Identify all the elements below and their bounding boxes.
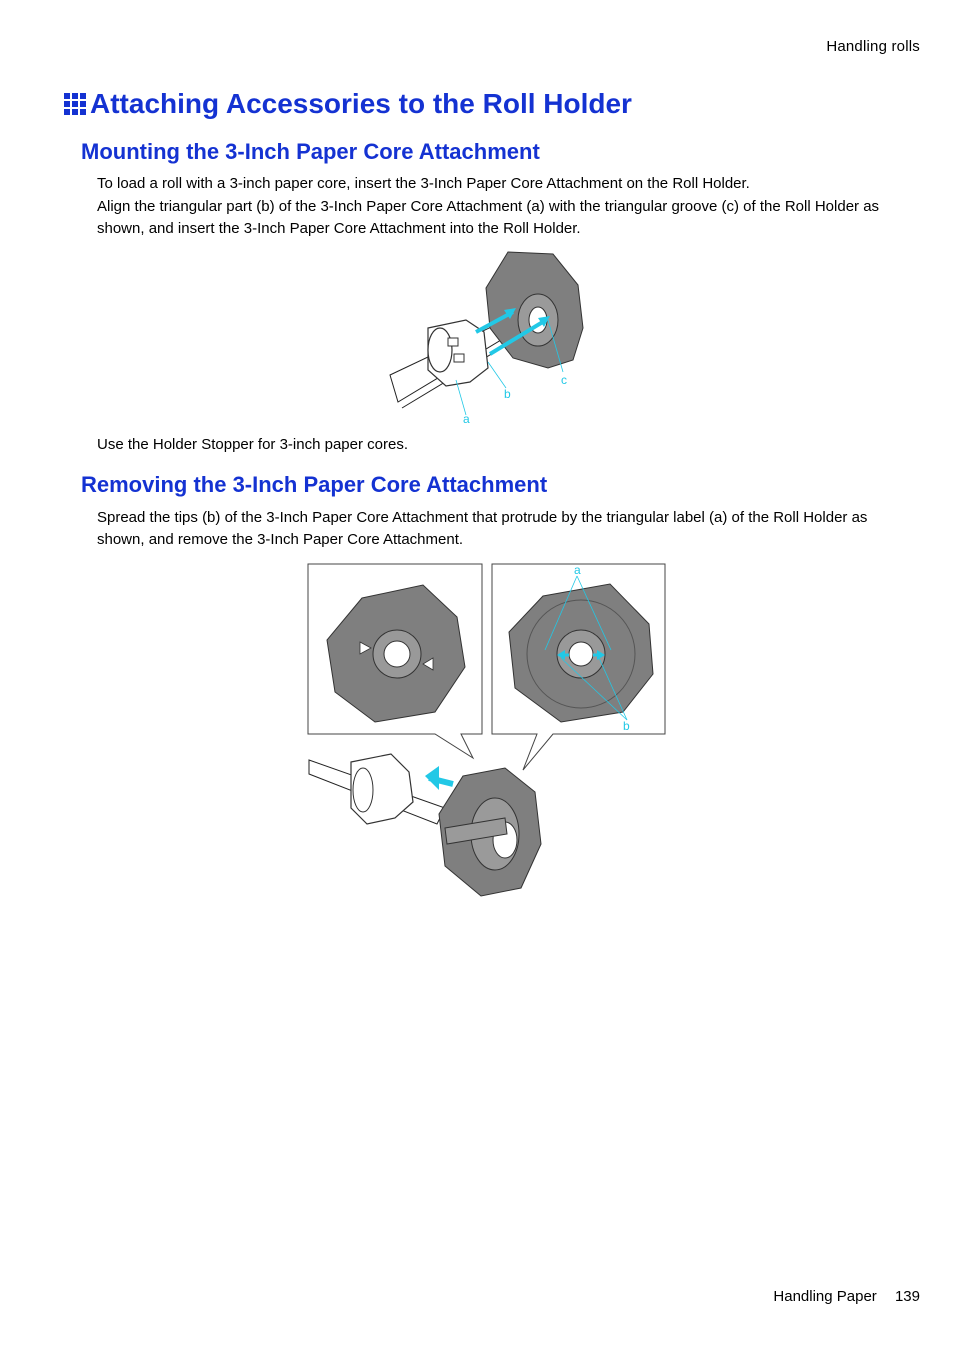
page-footer bbox=[773, 1288, 920, 1305]
footer-chapter: Handling Paper bbox=[773, 1288, 877, 1305]
callout-b-right: b bbox=[623, 719, 630, 733]
running-header: Handling rolls bbox=[826, 38, 920, 55]
mounting-heading: Mounting the 3-Inch Paper Core Attachment bbox=[81, 139, 540, 164]
detail-box-right bbox=[492, 564, 665, 770]
page-title bbox=[64, 88, 632, 120]
mounting-note: Use the Holder Stopper for 3-inch paper cores. bbox=[97, 436, 408, 453]
removing-illustration bbox=[305, 562, 669, 900]
detail-box-left bbox=[308, 564, 482, 758]
mounting-paragraph-2: Align the triangular part (b) of the 3-Inch Paper Core Attachment (a) with the triangular groove (c) of the Roll Holder as shown, and insert the 3-Inch Paper Core Attachment into the Roll Holder. bbox=[97, 198, 880, 237]
callout-c: c bbox=[561, 373, 567, 387]
roll-holder-assembly bbox=[309, 754, 541, 896]
callout-b: b bbox=[504, 387, 511, 401]
mounting-illustration bbox=[388, 250, 588, 430]
removing-paragraph-1: Spread the tips (b) of the 3-Inch Paper Core Attachment that protrude by the triangular label (a) of the Roll Holder as shown, and remove the 3-Inch Paper Core Attachment. bbox=[97, 509, 868, 548]
callout-a: a bbox=[463, 412, 470, 426]
callout-a-right: a bbox=[574, 563, 581, 577]
mounting-paragraph-1: To load a roll with a 3-inch paper core, insert the 3-Inch Paper Core Attachment on the Roll Holder. bbox=[97, 175, 750, 192]
page-title-text: Attaching Accessories to the Roll Holder bbox=[90, 88, 632, 119]
roll-holder-flange bbox=[486, 252, 583, 368]
page-number: 139 bbox=[894, 1288, 920, 1305]
section-grid-icon bbox=[64, 93, 86, 115]
removing-heading: Removing the 3-Inch Paper Core Attachment bbox=[81, 472, 548, 497]
